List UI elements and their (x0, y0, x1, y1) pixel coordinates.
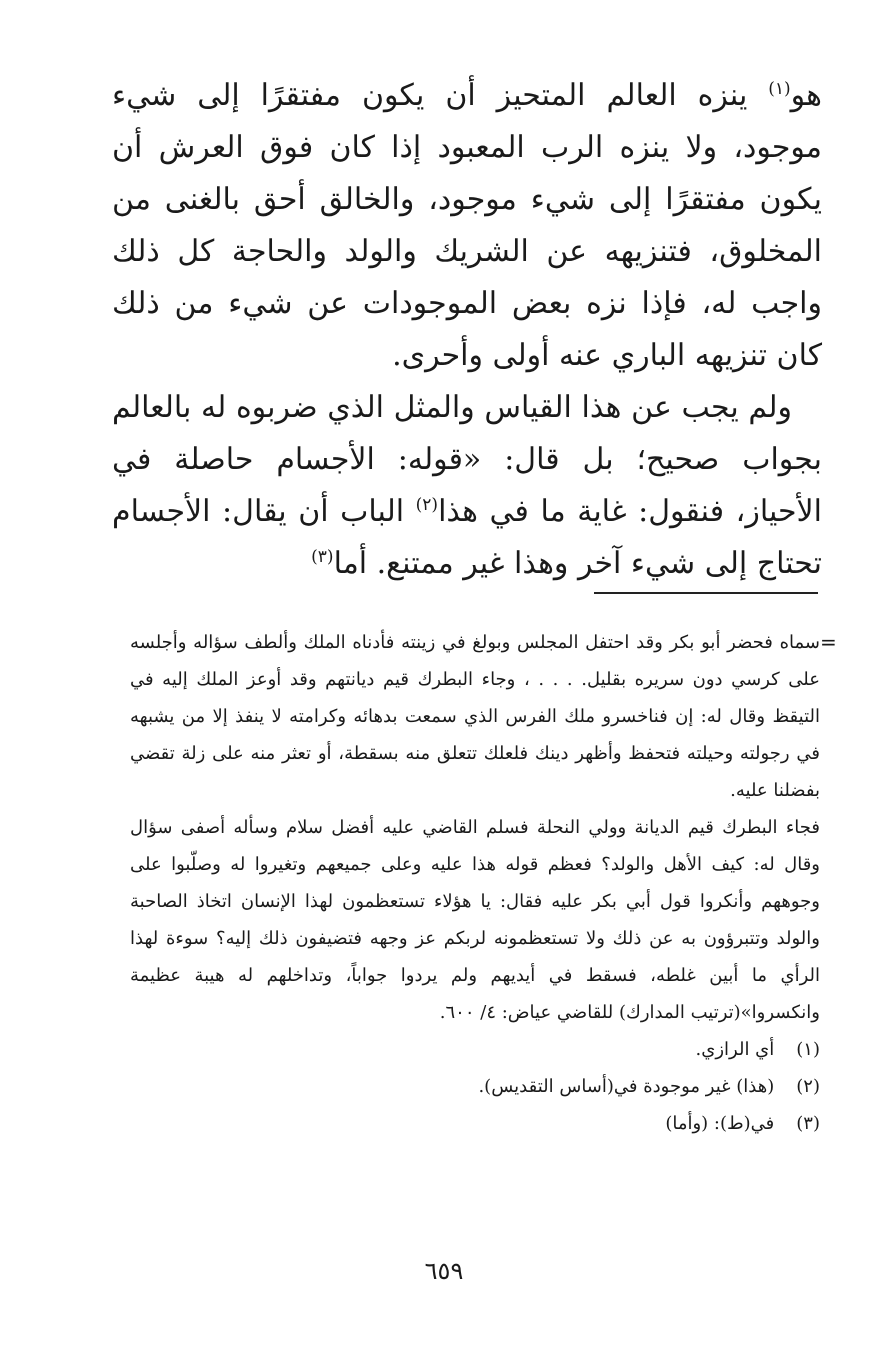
footnote-3-number: (٣) (796, 1113, 820, 1134)
main-p2-rest: الباب أن يقال: الأجسام تحتاج إلى شيء آخر وهذا غير ممتنع. أما (112, 494, 822, 581)
footnote-1-number: (١) (796, 1039, 820, 1060)
main-p1-rest: ينزه العالم المتحيز أن يكون مفتقرًا إلى شيء موجود، ولا ينزه الرب المعبود إذا كان فوق العرش أن يكون مفتقرًا إلى شيء موجود، والخالق أحق بالغنى من المخلوق، فتنزيهه عن الشريك والولد والحاجة كل ذلك واجب له، فإذا نزه بعض الموجودات عن شيء من ذلك كان تنزيهه الباري عنه أولى وأحرى. (112, 78, 822, 373)
footnote-continued-paragraph-2: فجاء البطرك قيم الديانة وولي النحلة فسلم القاضي عليه أفضل سلام وسأله أصفى سؤال وقال له: كيف الأهل والولد؟ فعظم قوله هذا عليه وعلى جميعهم وتغيروا له وصلّبوا على وجوههم وأنكروا قول أبي بكر عليه فقال: يا هؤلاء تستعظمون لهذا الإنسان اتخاذ الصاحبة والولد وتتبرؤون به عن ذلك ولا تستعظمونه لربكم عز وجهه فتضيفون ذلك إليه؟ سوءة لهذا الرأي ما أبين غلطه، فسقط في أيديهم ولم يردوا جواباً، وتداخلهم له هيبة عظيمة وانكسروا»(ترتيب المدارك) للقاضي عياض: ٤/ ٦٠٠. (130, 817, 820, 1023)
main-p2-start: ولم يجب عن هذا القياس والمثل الذي ضربوه له بالعالم بجواب صحيح؛ بل قال: «قوله: الأجسام حاصلة في الأحياز، فنقول: غاية ما في هذا (112, 390, 822, 529)
main-paragraph-1 (112, 70, 822, 382)
footnote-3 (130, 1105, 820, 1142)
footnote-separator-rule (594, 592, 818, 594)
page-number: ٦٥٩ (424, 1257, 464, 1285)
footnote-2 (130, 1068, 820, 1105)
footnote-ref-2: (٢) (415, 495, 439, 515)
footnote-3-text: في(ط): (وأما) (665, 1113, 775, 1134)
footnote-2-text: (هذا) غير موجودة في(أساس التقديس). (478, 1076, 775, 1097)
footnote-ref-3: (٣) (311, 547, 334, 567)
footnote-2-number: (٢) (796, 1076, 820, 1097)
footnote-continued-mark: = (820, 630, 837, 654)
footnote-ref-1: (١) (768, 79, 791, 99)
main-paragraph-2 (112, 382, 822, 590)
footnote-continued-paragraph-1: سماه فحضر أبو بكر وقد احتفل المجلس وبولغ في زينته فأدناه الملك وألطف سؤاله وأجلسه على كرسي دون سريره بقليل. . . . ، وجاء البطرك قيم ديانتهم وقد أوعز الملك إليه في التيقظ وقال له: إن فناخسرو ملك الفرس الذي سمعت بدهائه وكرامته لا ينفذ إلا من يشبهه في رجولته وحيلته فتحفظ وأظهر دينك فلعلك تتعلق منه بسقطة، أو تعثر منه على زلة تقضي بفضلنا عليه. (130, 632, 821, 801)
main-text-body (112, 70, 822, 590)
footnote-1 (130, 1031, 820, 1068)
footnotes-section (130, 624, 820, 1142)
footnote-1-text: أي الرازي. (695, 1039, 775, 1060)
main-p1-start: هو (790, 78, 822, 113)
